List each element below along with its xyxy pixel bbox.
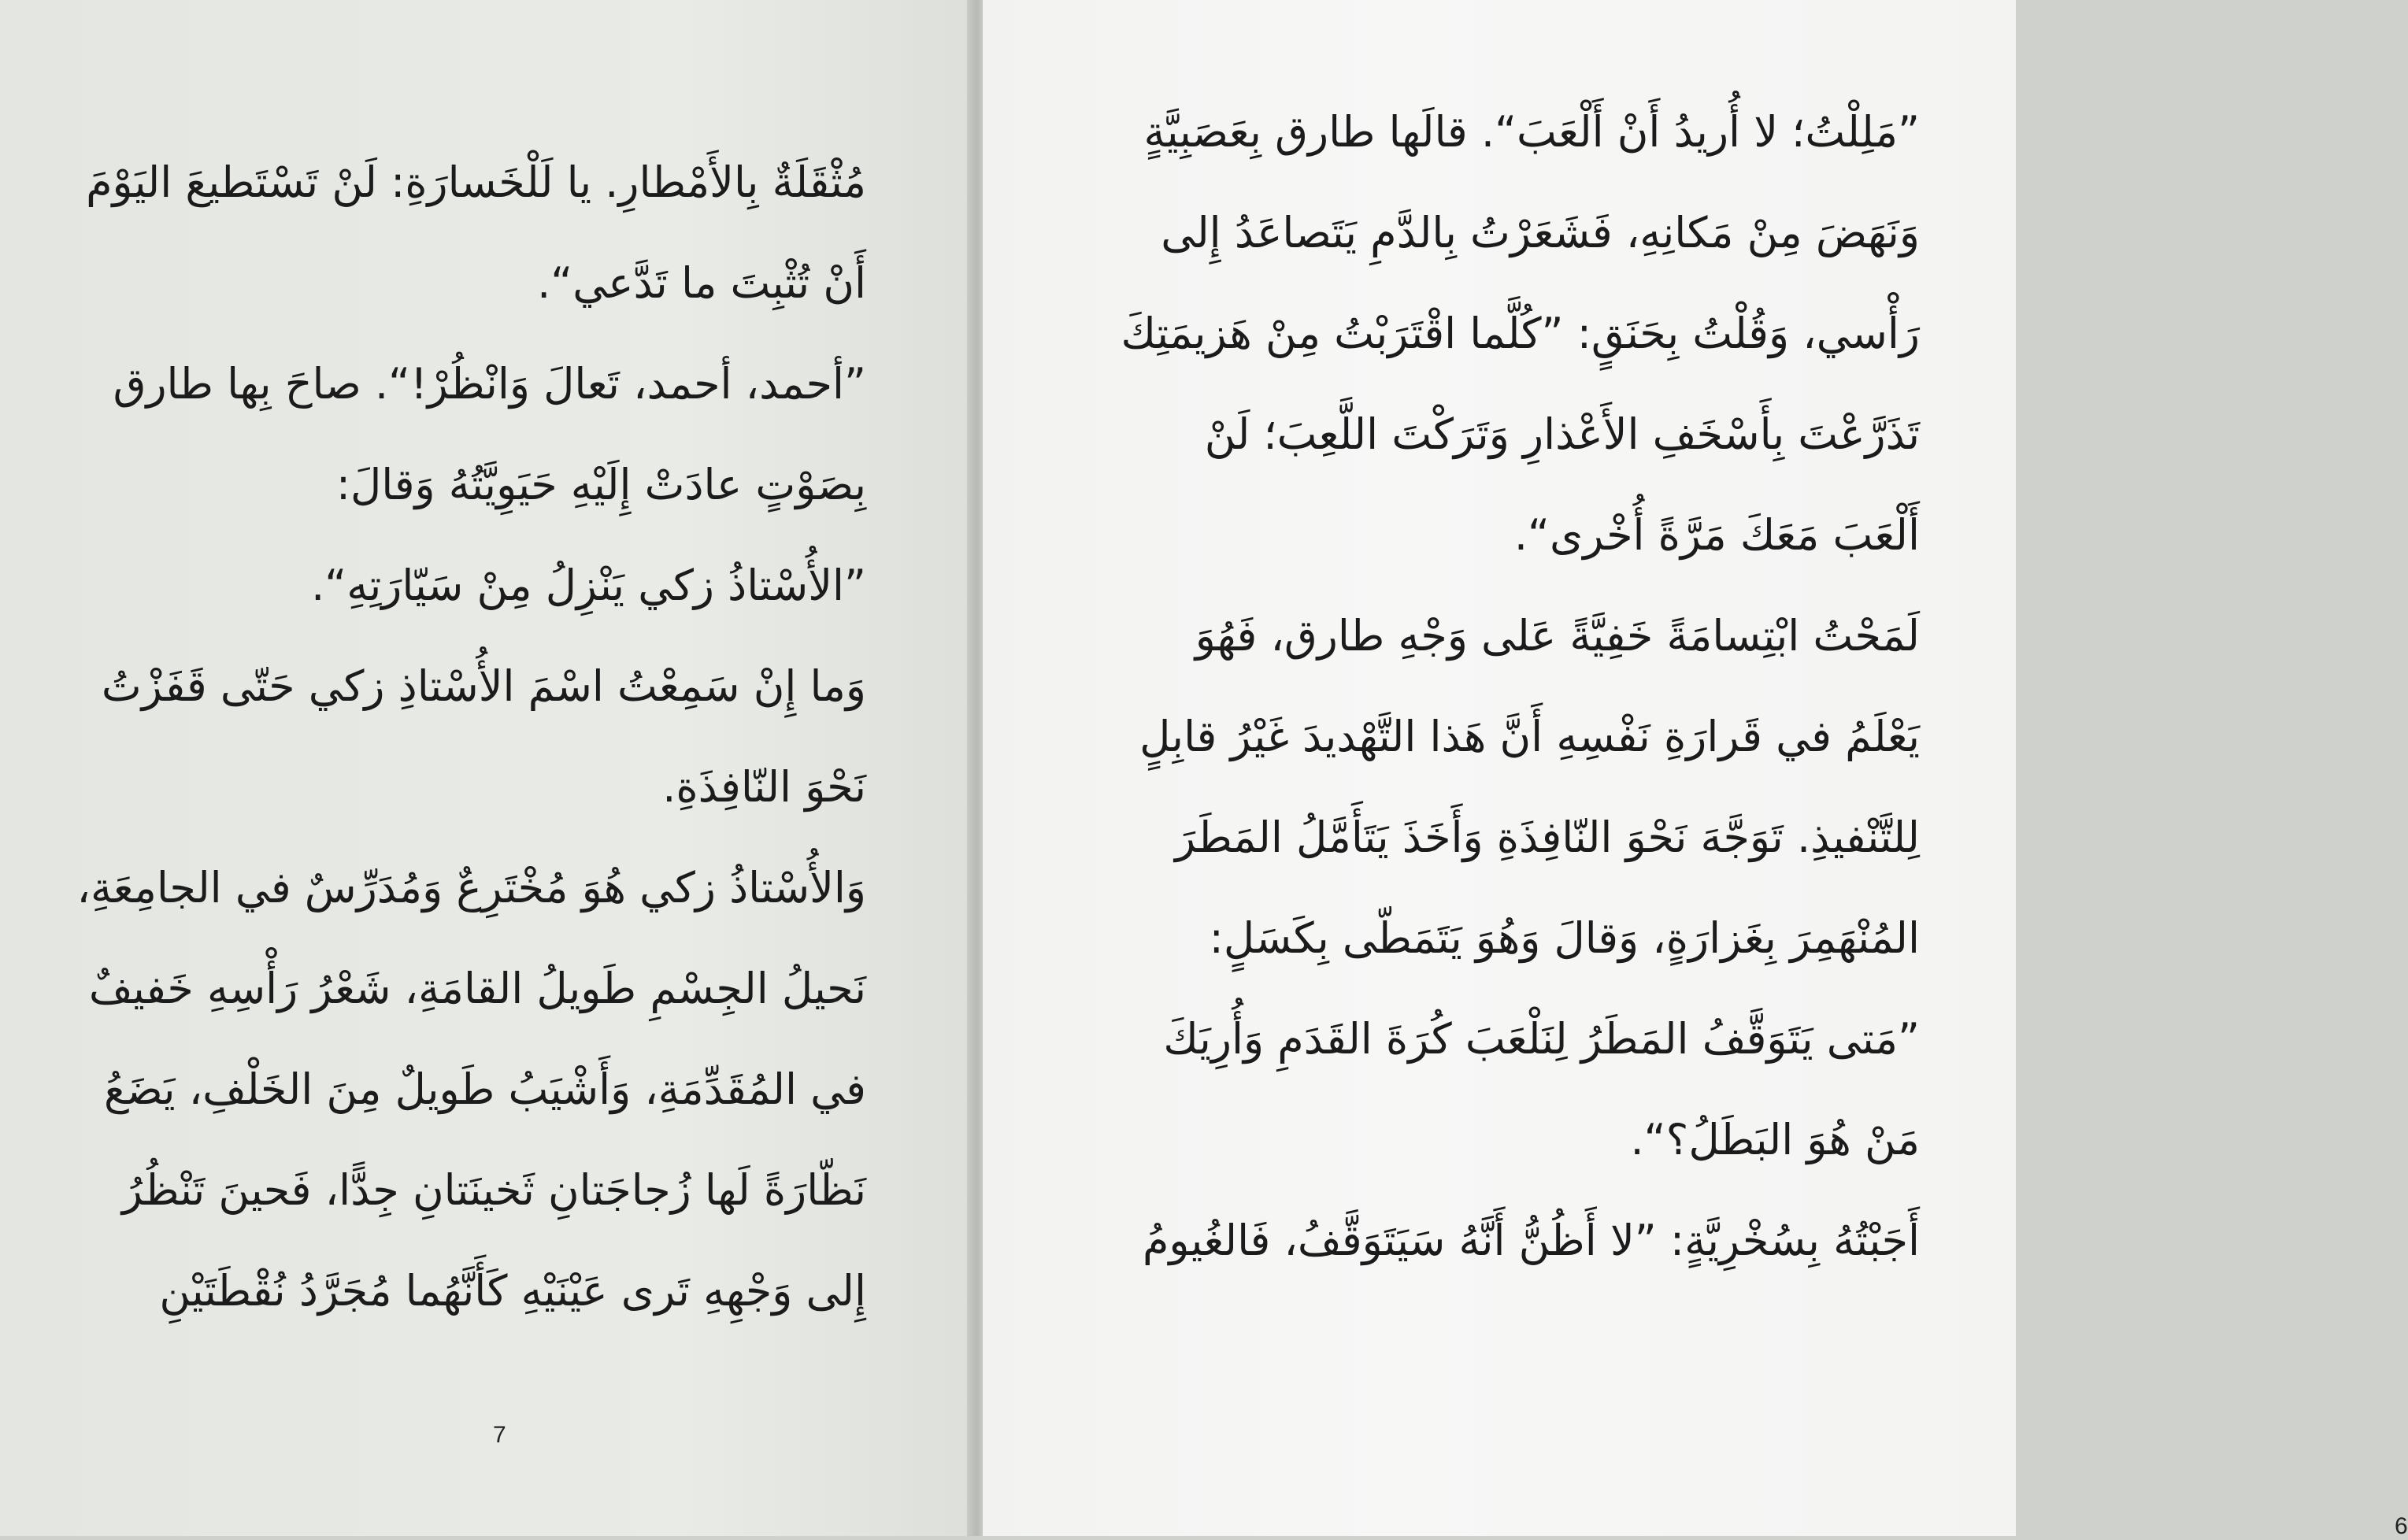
- text-line: تَذَرَّعْتَ بِأَسْخَفِ الأَعْذارِ وَتَرَكْتَ اللَّعِبَ؛ لَنْ: [1204, 409, 1920, 459]
- text-line: يَعْلَمُ في قَرارَةِ نَفْسِهِ أَنَّ هَذا التَّهْديدَ غَيْرُ قابِلٍ: [1139, 712, 1920, 761]
- text-line: أَنْ تُثْبِتَ ما تَدَّعي“.: [537, 258, 866, 308]
- text-line: ”أحمد، أحمد، تَعالَ وَانْظُرْ!“. صاحَ بِها طارق: [113, 359, 866, 409]
- text-line: ”الأُسْتاذُ زكي يَنْزِلُ مِنْ سَيّارَتِهِ“.: [311, 561, 866, 610]
- text-line: مُثْقَلَةٌ بِالأَمْطارِ. يا لَلْخَسارَةِ: لَنْ تَسْتَطيعَ اليَوْمَ: [86, 157, 866, 207]
- text-line: وَما إِنْ سَمِعْتُ اسْمَ الأُسْتاذِ زكي حَتّى قَفَزْتُ: [101, 661, 866, 711]
- text-line: وَالأُسْتاذُ زكي هُوَ مُخْتَرِعٌ وَمُدَرِّسٌ في الجامِعَةِ،: [76, 863, 866, 913]
- right-page: [983, 0, 2408, 1539]
- text-line: أَلْعَبَ مَعَكَ مَرَّةً أُخْرى“.: [1513, 510, 1920, 560]
- right-page-text: [1121, 82, 1920, 1291]
- text-line: إِلى وَجْهِهِ تَرى عَيْنَيْهِ كَأَنَّهُما مُجَرَّدُ نُقْطَتَيْنِ: [159, 1266, 866, 1316]
- text-line: في المُقَدِّمَةِ، وَأَشْيَبُ طَويلٌ مِنَ الخَلْفِ، يَضَعُ: [103, 1064, 866, 1114]
- text-line: نَحْوَ النّافِذَةِ.: [662, 762, 866, 812]
- text-line: المُنْهَمِرَ بِغَزارَةٍ، وَقالَ وَهُوَ يَتَمَطّى بِكَسَلٍ:: [1209, 913, 1920, 963]
- text-line: نَظّارَةً لَها زُجاجَتانِ ثَخينَتانِ جِدًّا، فَحينَ تَنْظُرُ: [121, 1165, 866, 1215]
- text-line: بِصَوْتٍ عادَتْ إِلَيْهِ حَيَوِيَّتُهُ وَقالَ:: [335, 460, 866, 509]
- left-page-text: [76, 132, 866, 1342]
- left-page: [0, 0, 973, 1536]
- page-number-right: 6: [2395, 1513, 2408, 1539]
- text-line: رَأْسي، وَقُلْتُ بِحَنَقٍ: ”كُلَّما اقْتَرَبْتُ مِنْ هَزيمَتِكَ: [1121, 309, 1920, 358]
- text-line: مَنْ هُوَ البَطَلُ؟“.: [1630, 1115, 1920, 1164]
- text-line: لَمَحْتُ ابْتِسامَةً خَفِيَّةً عَلى وَجْهِ طارق، فَهُوَ: [1195, 611, 1920, 661]
- text-line: ”مَتى يَتَوَقَّفُ المَطَرُ لِنَلْعَبَ كُرَةَ القَدَمِ وَأُرِيَكَ: [1163, 1014, 1920, 1064]
- text-line: وَنَهَضَ مِنْ مَكانِهِ، فَشَعَرْتُ بِالدَّمِ يَتَصاعَدُ إِلى: [1161, 208, 1920, 257]
- page-number-left: 7: [493, 1422, 506, 1448]
- text-line: ”مَلِلْتُ؛ لا أُريدُ أَنْ أَلْعَبَ“. قالَها طارق بِعَصَبِيَّةٍ: [1143, 107, 1920, 157]
- text-line: نَحيلُ الجِسْمِ طَويلُ القامَةِ، شَعْرُ رَأْسِهِ خَفيفٌ: [88, 964, 866, 1013]
- text-line: أَجَبْتُهُ بِسُخْرِيَّةٍ: ”لا أَظُنُّ أَنَّهُ سَيَتَوَقَّفُ، فَالغُيومُ: [1142, 1216, 1920, 1265]
- text-line: لِلتَّنْفيذِ. تَوَجَّهَ نَحْوَ النّافِذَةِ وَأَخَذَ يَتَأَمَّلُ المَطَرَ: [1175, 813, 1920, 862]
